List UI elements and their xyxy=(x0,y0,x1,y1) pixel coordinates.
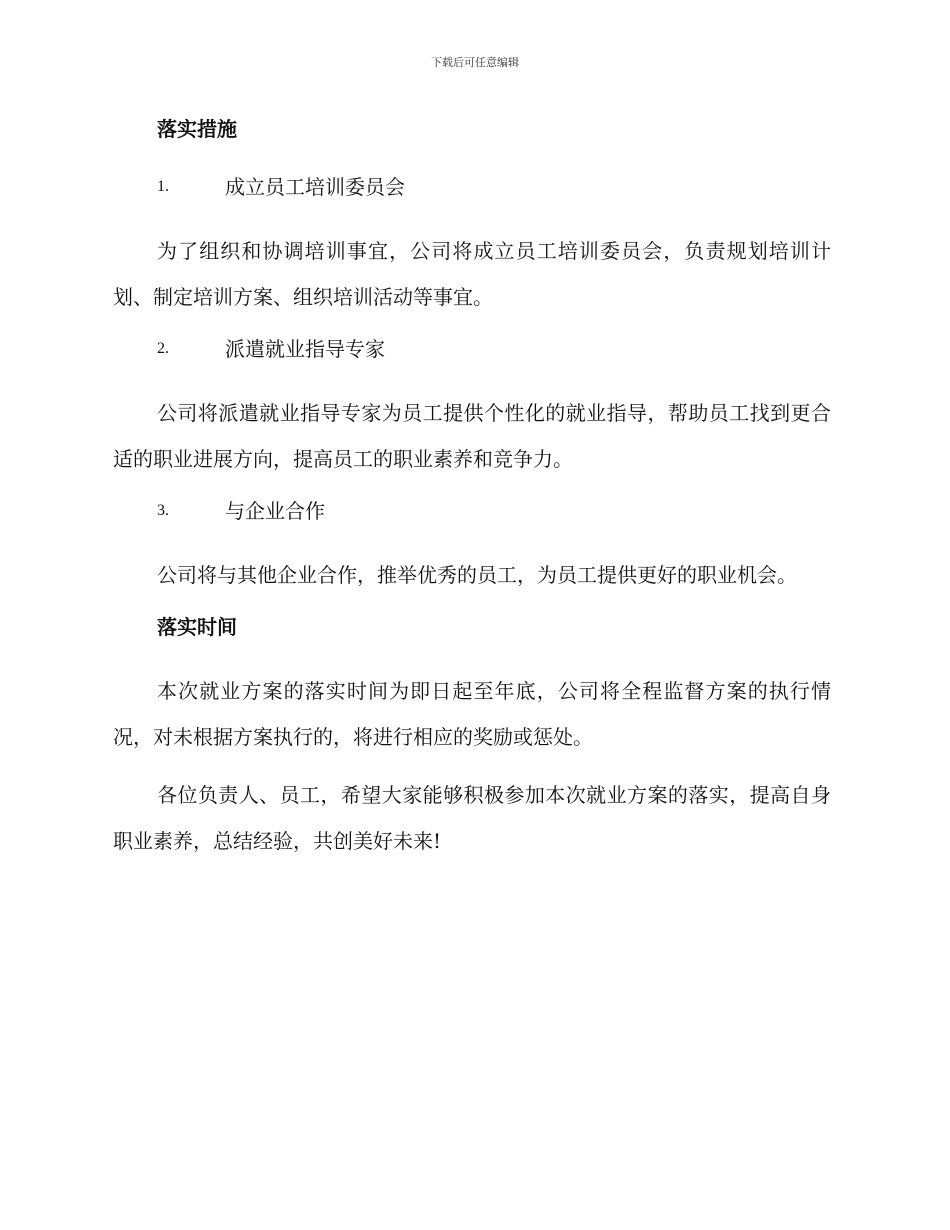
paragraph-committee: 为了组织和协调培训事宜，公司将成立员工培训委员会，负责规划培训计划、制定培训方案、组织培训活动等事宜。 xyxy=(113,239,831,309)
paragraph-timeline: 本次就业方案的落实时间为即日起至年底，公司将全程监督方案的执行情况，对未根据方案执行的，将进行相应的奖励或惩处。 xyxy=(113,679,831,749)
paragraph-closing: 各位负责人、员工，希望大家能够积极参加本次就业方案的落实，提高自身职业素养，总结经验，共创美好未来! xyxy=(113,783,831,853)
paragraph-cooperation: 公司将与其他企业合作，推举优秀的员工，为员工提供更好的职业机会。 xyxy=(157,563,797,587)
list-item-number: 3. xyxy=(157,502,169,519)
list-item-1 xyxy=(113,170,831,204)
list-item-number: 1. xyxy=(157,178,169,195)
section-heading-time: 落实时间 xyxy=(157,615,237,639)
list-item-number: 2. xyxy=(157,340,169,357)
list-item-title: 成立员工培训委员会 xyxy=(225,175,405,199)
paragraph-experts: 公司将派遣就业指导专家为员工提供个性化的就业指导，帮助员工找到更合适的职业进展方向，提高员工的职业素养和竞争力。 xyxy=(113,401,831,471)
list-item-title: 与企业合作 xyxy=(225,499,325,523)
list-item-2 xyxy=(113,332,831,366)
list-item-3 xyxy=(113,494,831,528)
list-item-title: 派遣就业指导专家 xyxy=(225,337,385,361)
section-heading-measures: 落实措施 xyxy=(157,117,237,141)
header-note: 下载后可任意编辑 xyxy=(431,56,519,69)
document-content xyxy=(113,112,831,876)
